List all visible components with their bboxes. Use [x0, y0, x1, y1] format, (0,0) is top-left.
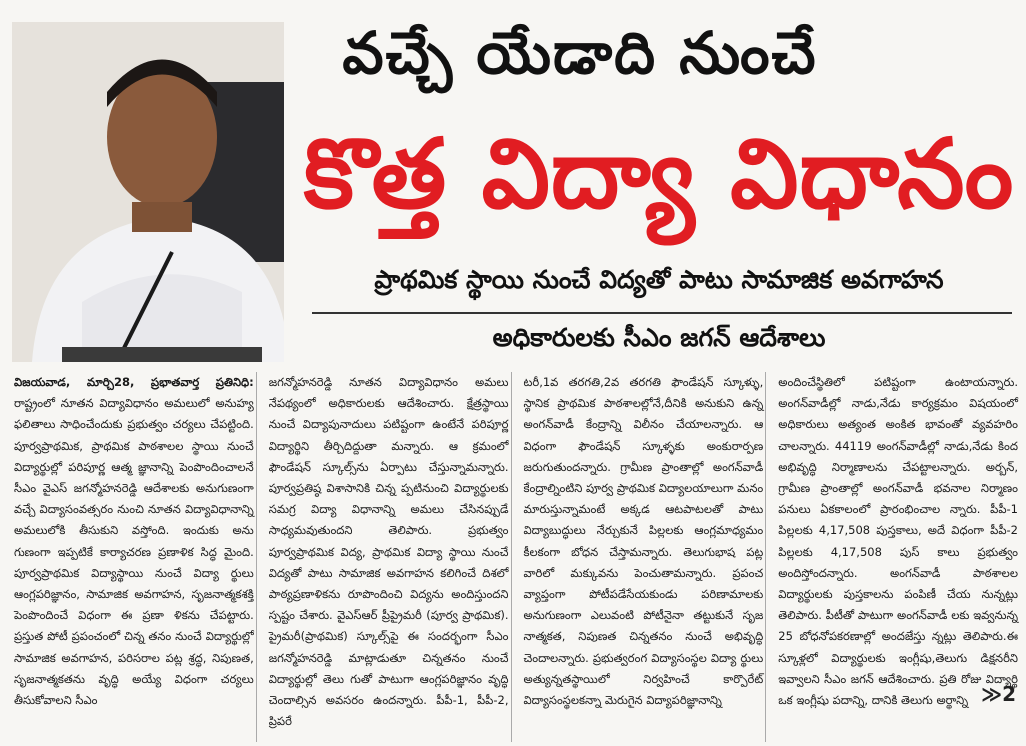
portrait-illustration [12, 22, 284, 362]
column-text: రాష్ట్రంలో నూతన విద్యావిధానం అమలులో అనుహ్య ఫలితాలు సాధించేందుకు ప్రభుత్వం చర్యలు చేపట్టింది. పూర్వప్రాథమిక, ప్రాథమిక పాఠశాలల స్థాయి నుంచే విద్యార్థుల్లో పరిపూర్ణ ఆత్మ జ్ఞానాన్ని పెంపొందించాలనే సీఎం వైఎస్ జగన్మోహనరెడ్డి ఆదేశాలకు అనుగుణంగా వచ్చే విద్యాసంవత్సరం నుంచి నూతన విద్యావిధానాన్ని అమలులోకి తీసుకుని వస్తోంది. ఇందుకు అను గుణంగా ఇప్పటికే కార్యాచరణ ప్రణాళిక సిద్ధ మైంది. పూర్వప్రాథమిక విద్యాస్థాయి నుంచే విద్యా ర్థులు ఆంగ్లపరిజ్ఞానం, సామాజిక అవగాహన, సృజనాత్మకశక్తి పెంపొందించే విధంగా ఈ ప్రణా ళికను చేపట్టారు. ప్రస్తుత పోటీ ప్రపంచంలో చిన్న తనం నుంచే విద్యార్థుల్లో సామాజిక అవగాహన, పరిసరాల పట్ల శ్రద్ధ, నిపుణత, సృజనాత్మకతను వృద్ధి అయ్యే విధంగా చర్యలు తీసుకోవాలని సీఎం [14, 396, 254, 708]
article-column-1 [12, 372, 257, 742]
column-text: జగన్మోహనరెడ్డి నూతన విద్యావిధానం అమలు నేపథ్యంలో అధికారులకు ఆదేశించారు. క్షేత్రస్థాయి నుంచే విద్యాపునాదులు పటిష్టంగా ఉంటేనే పరిపూర్ణ విద్యార్థిని తీర్చిదిద్దుతా మన్నారు. ఆ క్రమంలో ఫౌండేషన్ స్కూల్స్‌ను ఏర్పాటు చేస్తున్నామన్నారు. పూర్వప్రతిష్ఠ విశాసానికి చిన్న ప్పటినుంచి విద్యార్థులకు సమగ్ర విద్యా విధానాన్ని అమలు చేసినప్పుడే సాధ్యమవుతుందని తెలిపారు. ప్రభుత్వం పూర్వప్రాథమిక విద్య, ప్రాథమిక విద్యా స్థాయి నుంచే విద్యతో పాటు సామాజిక అవగాహన కలిగించే దిశలో పాఠ్యప్రణాళికను రూపొందించి విద్యను అందిస్తుందని స్పష్టం చేశారు. వైఎస్ఆర్ ప్రీప్రైమరీ (పూర్వ ప్రాథమిక). ప్రైమరీ(ప్రాథమిక) స్కూల్స్‌పై ఈ సందర్భంగా సీఎం జగన్మోహనరెడ్డి మాట్లాడుతూ చిన్నతనం నుంచే విద్యార్థుల్లో తెలు గుతో పాటుగా ఆంగ్లపరిజ్ఞానం వృద్ధి చెందాల్సిన అవసరం ఉందన్నారు. పీపీ-1, పీపీ-2, ప్రిపరే [268, 375, 509, 729]
column-text: అందించేస్థితిలో పటిష్టంగా ఉంటాయన్నారు. అంగన్‌వాడీల్లో నాడు,నేడు కార్యక్రమం విషయంలో అధికారులు అత్యంత అంకిత భావంతో వ్యవహరిం చాలన్నారు. 44119 అంగన్‌వాడీల్లో నాడు,నేడు కింద అభివృద్ధి నిర్మాణాలను చేపట్టాలన్నారు. అర్బన్, గ్రామీణ ప్రాంతాల్లో అంగన్‌వాడీ భవనాల నిర్మాణం పనులు ఏకకాలంలో ప్రారంభించాల న్నారు. పీపీ-1 పిల్లలకు 4,17,508 పుస్తకాలు, అదే విధంగా పీపీ-2 పిల్లలకు 4,17,508 పుస్ కాలు ప్రభుత్వం అందిస్తోందన్నారు. అంగన్‌వాడీ పాఠశాలల విద్యార్థులకు పుస్తకాలను పంపిణీ చేయ నున్నట్లు తెలిపారు. పీటీతో పాటుగా అంగన్‌వాడీ లకు ఇవ్వనున్న 25 బోధనోపకరణాల్లో అందజేస్తు న్నట్లు తెలిపారు.ఈ స్కూళ్లలో విద్యార్థులకు ఇంగ్లీషు,తెలుగు డిక్షనరీని ఇవ్వాలని సీఎం జగన్ ఆదేశించారు. ప్రతి రోజు విద్యార్థి ఒక ఇంగ్లీషు పదాన్ని, దానికి తెలుగు అర్థాన్ని [778, 375, 1018, 708]
article-body [12, 372, 1020, 742]
headline-deck: అధికారులకు సీఎం జగన్ ఆదేశాలు [492, 323, 826, 352]
headline-top: వచ్చే యేడాది నుంచే [342, 19, 818, 87]
headline-subtitle: ప్రాథమిక స్థాయి నుంచే విద్యతో పాటు సామాజిక అవగాహన [374, 265, 944, 294]
column-text: టరీ,1వ తరగతి,2వ తరగతి ఫౌండేషన్ స్కూళ్ళు, స్థానిక ప్రాథమిక పాఠశాలల్లోనే,దీనికి అనుకుని ఉన్న అంగన్‌వాడీ కేంద్రాన్ని విలీనం చేయాలన్నారు. ఆ విధంగా ఫౌండేషన్ స్కూళ్ళకు అంకురార్పణ జరుగుతుందన్నారు. గ్రామీణ ప్రాంతాల్లో అంగన్‌వాడీ కేంద్రాల్నింటిని పూర్వ ప్రాథమిక విద్యాలయాలుగా మనం మారుస్తున్నామంటే అక్కడ ఆటపాటలతో పాటు విద్యాబుద్ధులు నేర్చుకునే పిల్లలకు ఆంగ్లమాధ్యమం కీలకంగా బోధన చేస్తామన్నారు. తెలుగుభాష పట్ల వారిలో మక్కువను పెంచుతామన్నారు. ప్రపంచ వ్యాప్తంగా పోటీపడేసేయకుండు పరిణామాలకు అనుగుణంగా ఎలువంటి పోటీనైనా తట్టుకునే సృజ నాత్మకత, నిపుణత చిన్నతనం నుంచే అభివృద్ధి చెందాలన్నారు. ప్రభుత్వరంగ విద్యాసంస్థల విద్యా ర్థులు అత్యున్నతస్థాయిలో నిర్వహించే కార్పొరేట్ విద్యాసంస్థలకన్నా మెరుగైన విద్యాపరిజ్ఞానాన్ని [523, 375, 764, 708]
divider [312, 312, 1012, 314]
continued-page-marker[interactable]: ≫2 [981, 682, 1016, 706]
dateline: విజయవాడ, మార్చి28, ప్రభాతవార్త ప్రతినిధి: [14, 375, 254, 389]
article-column-2 [267, 372, 512, 742]
headline-main: కొత్త విద్యా విధానం [303, 118, 1015, 230]
article-column-3 [522, 372, 767, 742]
chief-minister-photo [12, 22, 284, 362]
